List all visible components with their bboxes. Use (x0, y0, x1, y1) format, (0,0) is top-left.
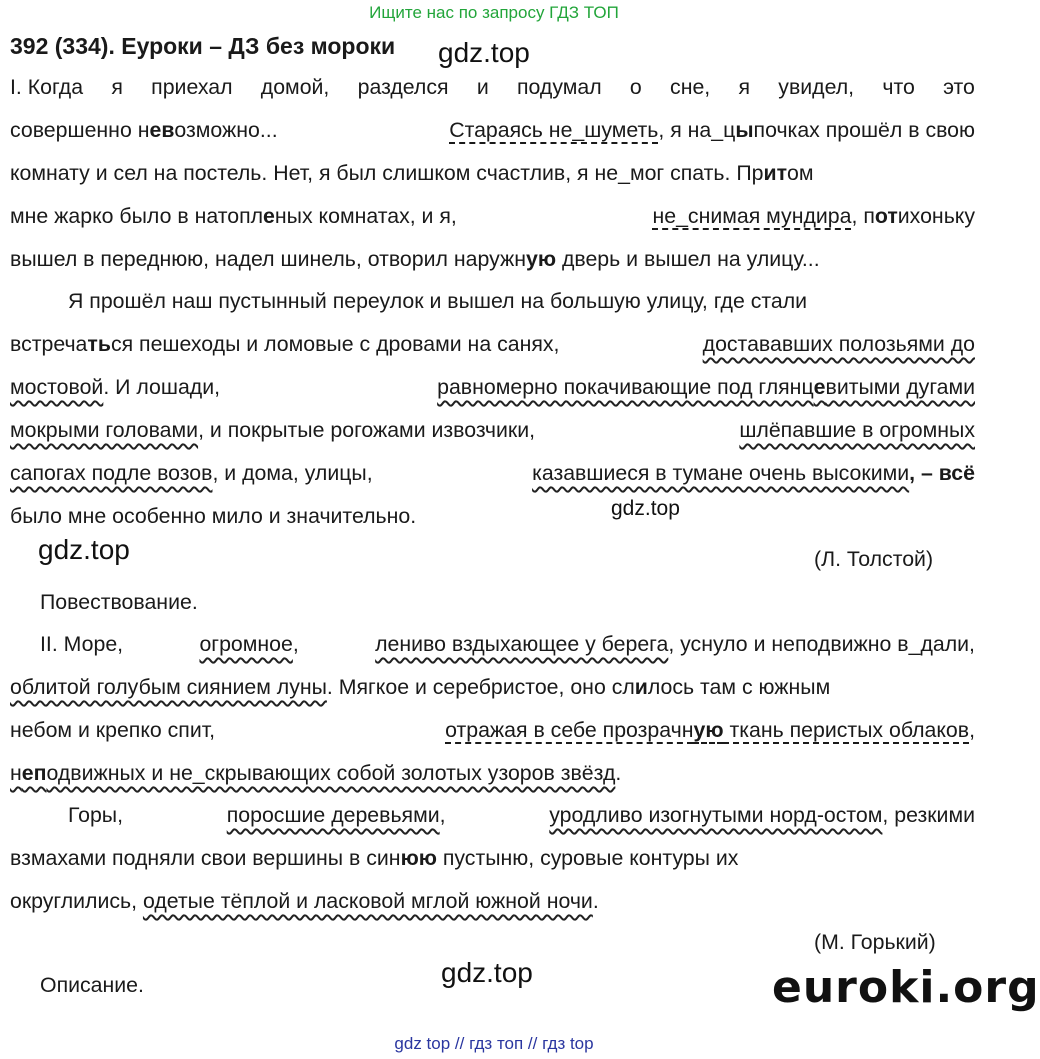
word: я (111, 75, 123, 99)
text-line: облитой голубым сиянием луны. Мягкое и серебристое, оно слилось там с южным (10, 675, 831, 699)
word: сне, (670, 75, 711, 99)
word: это (943, 75, 975, 99)
text-type-label: Описание. (40, 973, 144, 997)
word: увидел, (778, 75, 855, 99)
word: приехал (151, 75, 233, 99)
euroki-logo: euroki.org (772, 962, 1040, 1013)
watermark: gdz.top (611, 497, 680, 520)
text-line: совершенно невозможно... Стараясь не_шуметь, я на_цыпочках прошёл в свою (10, 118, 975, 142)
text-line: взмахами подняли свои вершины в синюю пустыню, суровые контуры их (10, 846, 739, 870)
text-line: II. Море, огромное, лениво вздыхающее у берега, уснуло и неподвижно в_дали, (40, 632, 975, 656)
word: I. Когда (10, 75, 84, 99)
footer-links: gdz top // гдз топ // гдз top (394, 1034, 594, 1053)
text-line: Горы, поросшие деревьями, уродливо изогнутыми норд-остом, резкими (68, 803, 975, 827)
text-line: неподвижных и не_скрывающих собой золотых узоров звёзд . (10, 761, 622, 785)
watermark: gdz.top (38, 534, 130, 565)
text-line: вышел в переднюю, надел шинель, отворил наружную дверь и вышел на улицу... (10, 247, 820, 271)
top-banner: Ищите нас по запросу ГДЗ ТОП (369, 3, 619, 22)
text-line: округлились, одетые тёплой и ласковой мглой южной ночи . (10, 889, 599, 913)
word: домой, (260, 75, 330, 99)
text-line: небом и крепко спит, отражая в себе прозрачную ткань перистых облаков, (10, 718, 975, 742)
text-line (10, 66, 975, 109)
watermark: gdz.top (438, 37, 530, 68)
word: о (629, 75, 642, 99)
text-line: Я прошёл наш пустынный переулок и вышел на большую улицу, где стали (68, 289, 808, 313)
word: разделся (357, 75, 449, 99)
word: я (738, 75, 751, 99)
text-line: мокрыми головами, и покрытые рогожами извозчики, шлёпавшие в огромных (10, 418, 975, 442)
word: и (476, 75, 489, 99)
text-line: комнату и сел на постель. Нет, я был слишком счастлив, я не_мог спать. Притом (10, 161, 814, 185)
word: что (882, 75, 915, 99)
text-line: было мне особенно мило и значительно. (10, 504, 417, 528)
exercise-heading: 392 (334). Еуроки – ДЗ без мороки (10, 33, 396, 59)
word: подумал (516, 75, 602, 99)
author-signature: (Л. Толстой) (814, 547, 934, 571)
text-line: мостовой. И лошади, равномерно покачивающие под глянцевитыми дугами (10, 375, 975, 399)
text-line: сапогах подле возов, и дома, улицы, казавшиеся в тумане очень высокими, – всё (10, 461, 975, 485)
text-type-label: Повествование. (40, 590, 198, 614)
author-signature: (М. Горький) (814, 930, 936, 954)
text-line: мне жарко было в натопленых комнатах, и я, не_снимая мундира, потихоньку (10, 204, 975, 228)
watermark: gdz.top (441, 957, 533, 988)
text-line: встречаться пешеходы и ломовые с дровами на санях, достававших полозьями до (10, 332, 975, 356)
